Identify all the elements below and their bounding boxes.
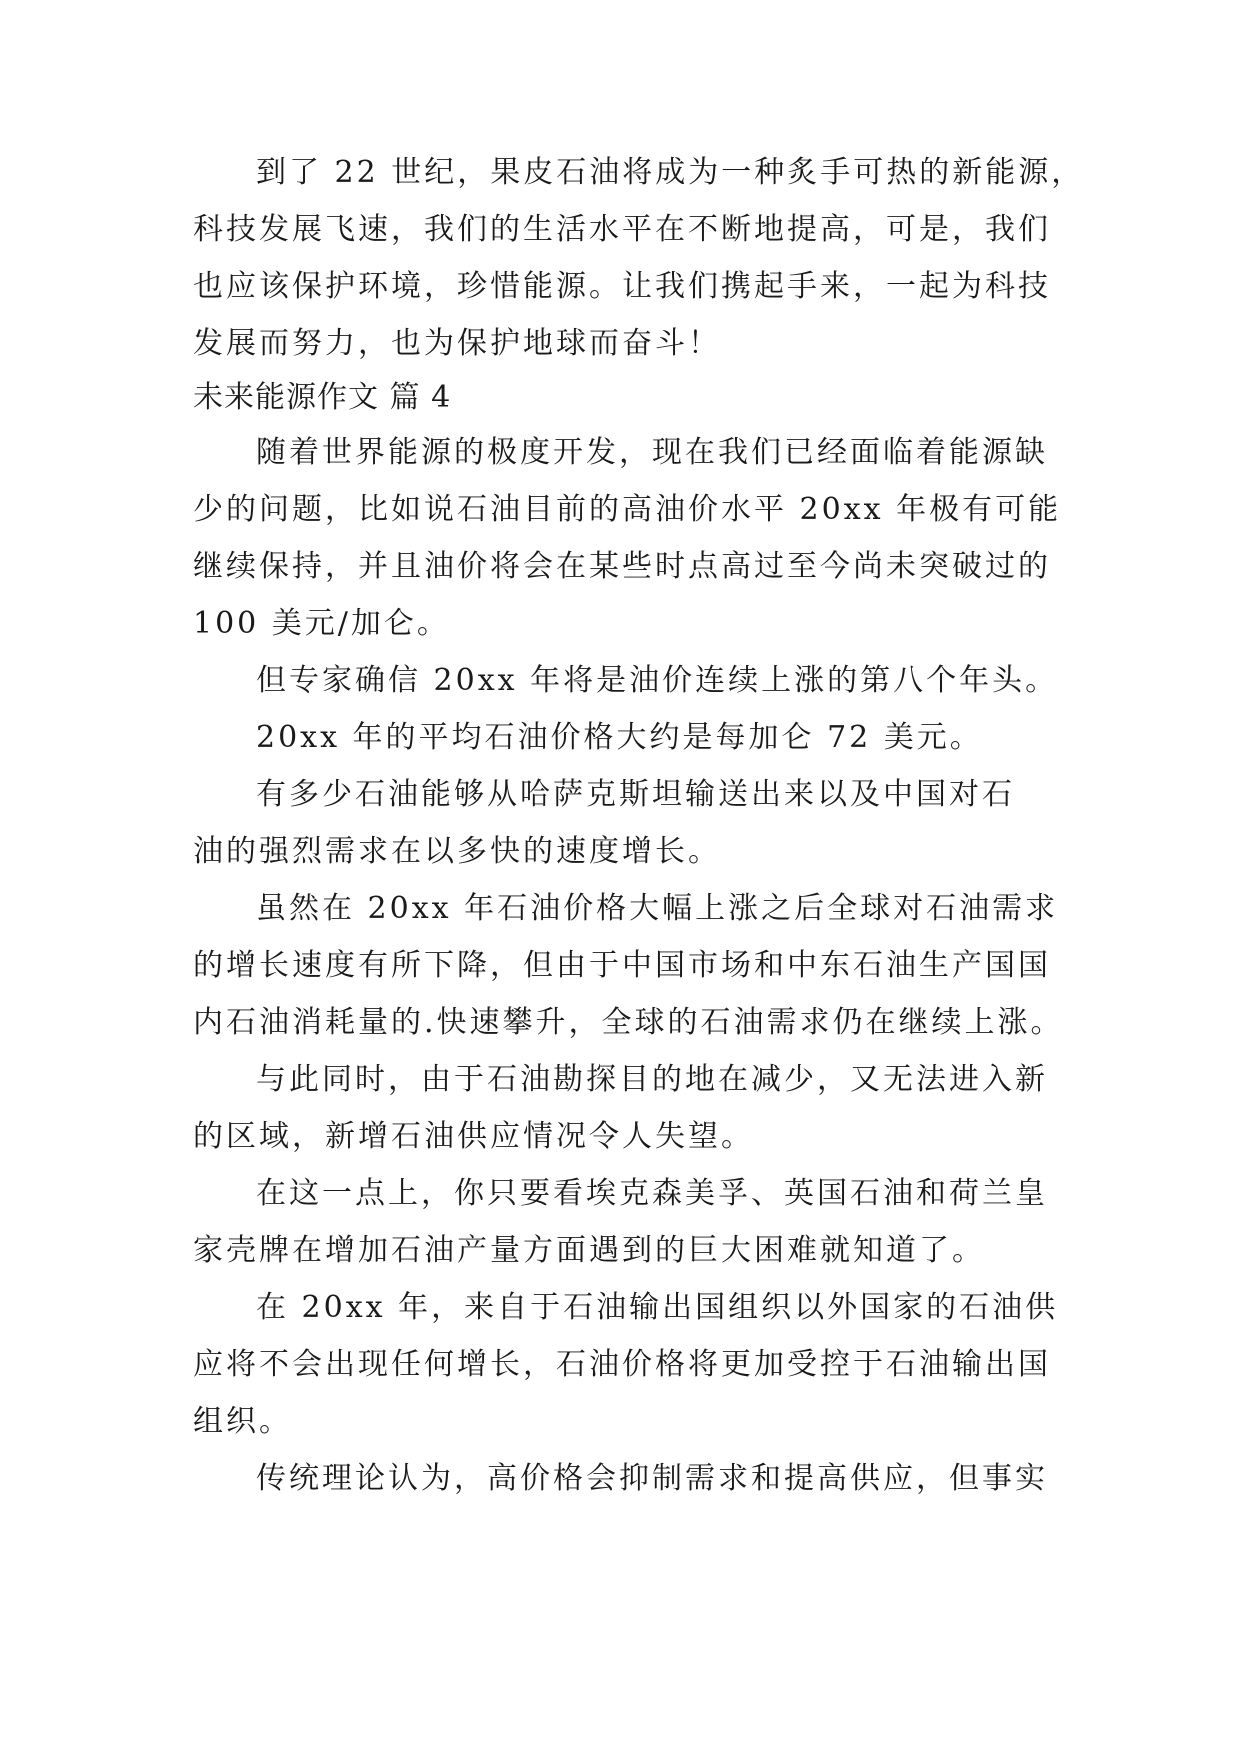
section-heading: 未来能源作文 篇 4 xyxy=(193,380,452,415)
paragraph-line: 在 20xx 年，来自于石油输出国组织以外国家的石油供 xyxy=(256,1290,1059,1325)
paragraph-line: 有多少石油能够从哈萨克斯坦输送出来以及中国对石 xyxy=(256,777,1015,812)
paragraph-line: 家壳牌在增加石油产量方面遇到的巨大困难就知道了。 xyxy=(193,1233,985,1268)
paragraph-line: 继续保持，并且油价将会在某些时点高过至今尚未突破过的 xyxy=(193,549,1051,584)
paragraph-line: 少的问题，比如说石油目前的高油价水平 20xx 年极有可能 xyxy=(193,492,1062,527)
paragraph-line: 随着世界能源的极度开发，现在我们已经面临着能源缺 xyxy=(256,435,1048,470)
paragraph-line: 在这一点上，你只要看埃克森美孚、英国石油和荷兰皇 xyxy=(256,1176,1048,1211)
paragraph-line: 组织。 xyxy=(193,1404,292,1439)
paragraph-line: 应将不会出现任何增长，石油价格将更加受控于石油输出国 xyxy=(193,1347,1051,1382)
paragraph-line: 传统理论认为，高价格会抑制需求和提高供应，但事实 xyxy=(256,1461,1048,1496)
paragraph-line: 20xx 年的平均石油价格大约是每加仑 72 美元。 xyxy=(256,720,983,755)
paragraph-line: 与此同时，由于石油勘探目的地在减少，又无法进入新 xyxy=(256,1062,1048,1097)
paragraph-line: 也应该保护环境，珍惜能源。让我们携起手来，一起为科技 xyxy=(193,269,1051,304)
paragraph-line: 发展而努力，也为保护地球而奋斗！ xyxy=(193,326,721,361)
paragraph-line: 虽然在 20xx 年石油价格大幅上涨之后全球对石油需求 xyxy=(256,891,1059,926)
paragraph-line: 的区域，新增石油供应情况令人失望。 xyxy=(193,1119,754,1154)
paragraph-line: 100 美元/加仑。 xyxy=(193,606,450,641)
paragraph-line: 的增长速度有所下降，但由于中国市场和中东石油生产国国 xyxy=(193,948,1051,983)
paragraph-line: 到了 22 世纪，果皮石油将成为一种炙手可热的新能源， xyxy=(256,155,1085,190)
paragraph-line: 油的强烈需求在以多快的速度增长。 xyxy=(193,834,721,869)
paragraph-line: 科技发展飞速，我们的生活水平在不断地提高，可是，我们 xyxy=(193,212,1051,247)
paragraph-line: 内石油消耗量的.快速攀升，全球的石油需求仍在继续上涨。 xyxy=(193,1005,1064,1040)
paragraph-line: 但专家确信 20xx 年将是油价连续上涨的第八个年头。 xyxy=(256,663,1059,698)
